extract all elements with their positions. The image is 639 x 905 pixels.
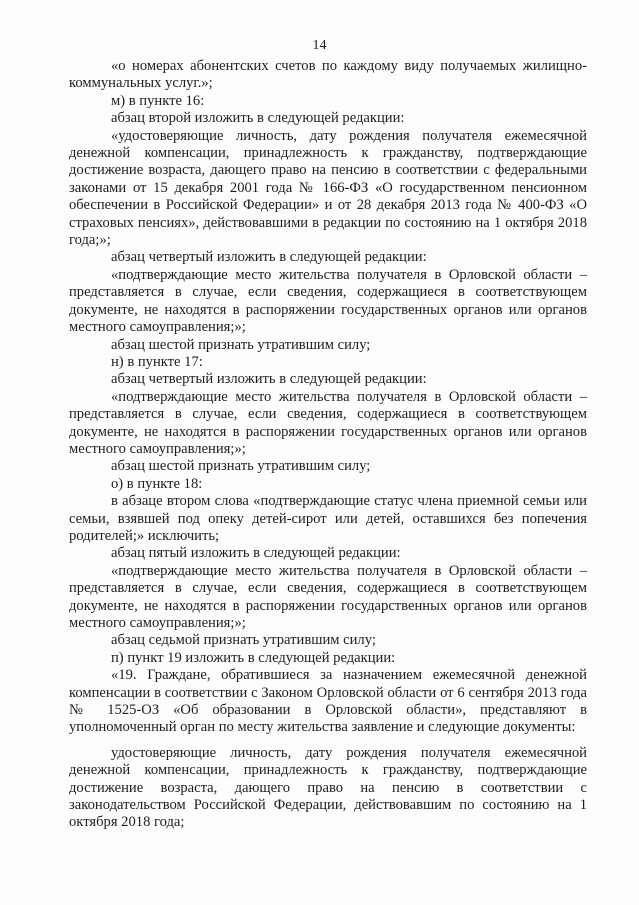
paragraph: абзац четвертый изложить в следующей редакции: [111,249,427,266]
page-number: 14 [312,38,327,53]
paragraph: в абзаце втором слова «подтверждающие статус члена приемной семьи или семьи, взявшей под опеку детей-сирот или детей, оставшихся без попечения родителей;» исключить; [69,493,587,544]
paragraph: «удостоверяющие личность, дату рождения получателя ежемесячной денежной компенсации, принадлежность к гражданству, подтверждающие достижение возраста, дающего право на пенсию в соответствии с федеральными законами от 15 декабря 2001 года № 166-ФЗ «О государственном пенсионном обеспечении в Российской Федерации» и от 28 декабря 2013 года № 400-ФЗ «О страховых пенсиях», действовавшими в редакции по состоянию на 1 октября 2018 года;»; [69,127,587,249]
paragraph: абзац седьмой признать утратившим силу; [111,632,376,649]
paragraph: п) пункт 19 изложить в следующей редакции: [111,649,396,666]
paragraph: м) в пункте 16: [111,92,205,109]
paragraph: абзац пятый изложить в следующей редакции: [111,545,401,562]
paragraph: абзац шестой признать утратившим силу; [111,336,371,353]
paragraph: удостоверяющие личность, дату рождения получателя ежемесячной денежной компенсации, принадлежность к гражданству, подтверждающие достижение возраста, дающего право на пенсию в соответствии с законодательством Российской Федерации, действовавшим по состоянию на 1 октября 2018 года; [69,744,587,831]
paragraph: «о номерах абонентских счетов по каждому виду получаемых жилищно-коммунальных услуг.»; [69,58,587,92]
paragraph: о) в пункте 18: [111,475,203,492]
paragraph: «подтверждающие место жительства получателя в Орловской области – представляется в случае, если сведения, содержащиеся в соответствующем документе, не находятся в распоряжении государственных органов или органов местного самоуправления;»; [69,562,587,631]
paragraph: н) в пункте 17: [111,353,203,370]
paragraph: «19. Граждане, обратившиеся за назначением ежемесячной денежной компенсации в соответствии с Законом Орловской области от 6 сентября 2013 года № 1525-ОЗ «Об образовании в Орловской области», представляют в уполномоченный орган по месту жительства заявление и следующие документы: [69,667,587,736]
paragraph: абзац шестой признать утратившим силу; [111,458,371,475]
paragraph: «подтверждающие место жительства получателя в Орловской области – представляется в случае, если сведения, содержащиеся в соответствующем документе, не находятся в распоряжении государственных органов или органов местного самоуправления;»; [69,388,587,457]
paragraph: абзац второй изложить в следующей редакции: [111,110,405,127]
paragraph: «подтверждающие место жительства получателя в Орловской области – представляется в случае, если сведения, содержащиеся в соответствующем документе, не находятся в распоряжении государственных органов или органов местного самоуправления;»; [69,266,587,336]
document-body [69,58,587,832]
paragraph: абзац четвертый изложить в следующей редакции: [111,371,427,388]
